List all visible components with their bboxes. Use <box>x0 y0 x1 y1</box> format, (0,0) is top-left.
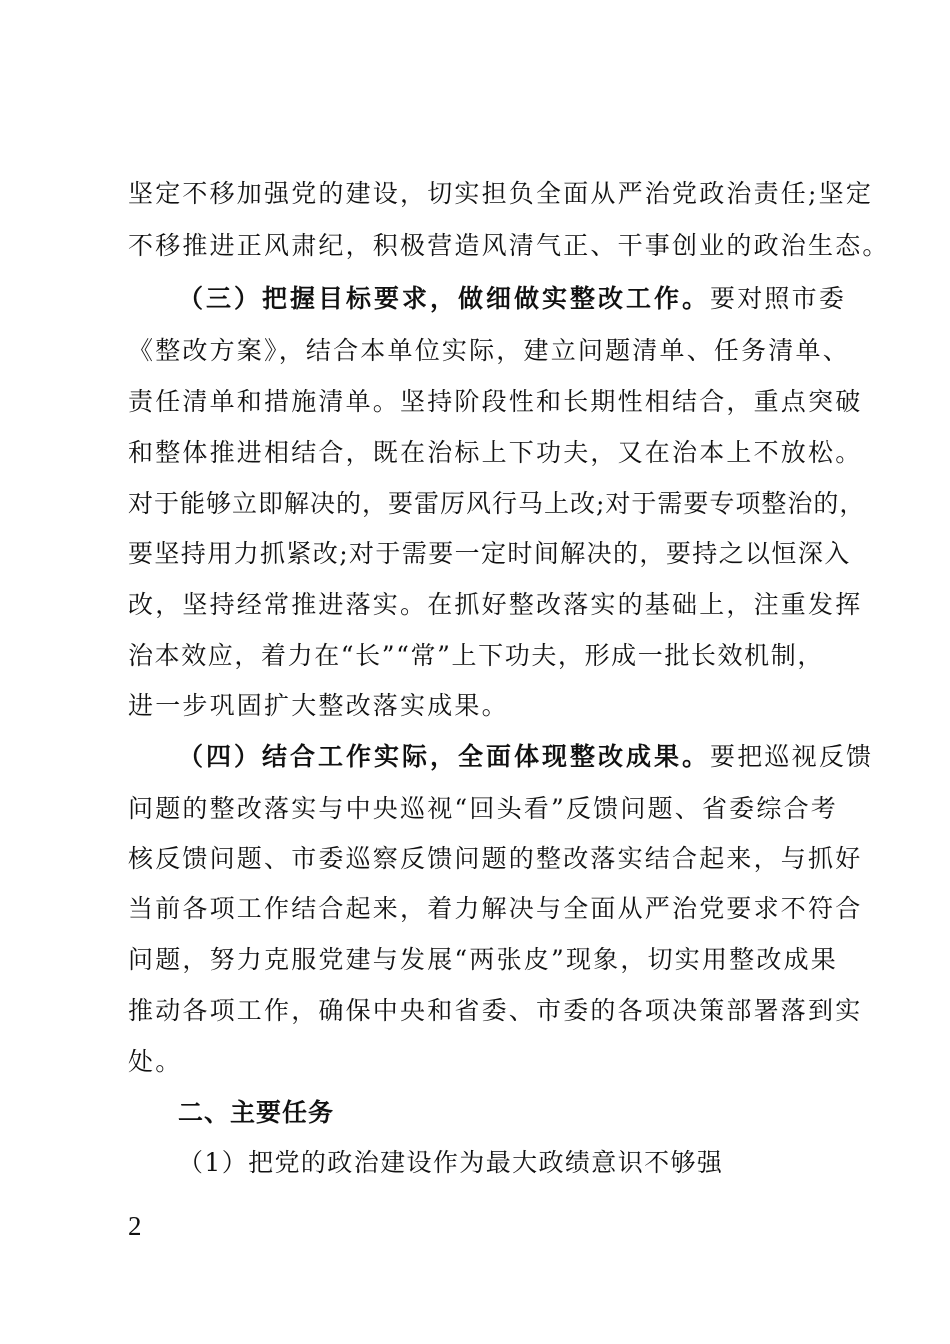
section-heading: 二、主要任务 <box>178 1098 335 1127</box>
page-number: 2 <box>128 1211 142 1241</box>
body-line: 和整体推进相结合，既在治标上下功夫，又在治本上不放松。 <box>128 438 863 467</box>
body-line: 处。 <box>128 1047 183 1076</box>
paragraph-4-first-line <box>178 741 898 773</box>
body-line: 当前各项工作结合起来，着力解决与全面从严治党要求不符合 <box>128 894 863 923</box>
paragraph-3-rest: 要对照市委 <box>710 284 847 313</box>
paragraph-3-bold-lead: （三）把握目标要求，做细做实整改工作。 <box>178 284 711 313</box>
body-line: 责任清单和措施清单。坚持阶段性和长期性相结合，重点突破 <box>128 387 863 416</box>
paragraph-4-bold-lead: （四）结合工作实际，全面体现整改成果。 <box>178 742 711 771</box>
body-line: 进一步巩固扩大整改落实成果。 <box>128 691 509 720</box>
paragraph-3-first-line <box>178 283 898 315</box>
body-line: 对于能够立即解决的，要雷厉风行马上改;对于需要专项整治的， <box>128 489 866 518</box>
body-line: 问题的整改落实与中央巡视“回头看”反馈问题、省委综合考 <box>128 794 838 823</box>
body-line: 改，坚持经常推进落实。在抓好整改落实的基础上，注重发挥 <box>128 590 863 619</box>
body-line: 推动各项工作，确保中央和省委、市委的各项决策部署落到实 <box>128 996 863 1025</box>
body-line: 核反馈问题、市委巡察反馈问题的整改落实结合起来，与抓好 <box>128 844 863 873</box>
body-line: 问题，努力克服党建与发展“两张皮”现象，切实用整改成果 <box>128 945 838 974</box>
paragraph-4-rest: 要把巡视反馈 <box>710 742 874 771</box>
body-line: 治本效应，着力在“长”“常”上下功夫，形成一批长效机制， <box>128 641 824 670</box>
body-line: 坚定不移加强党的建设，切实担负全面从严治党政治责任;坚定 <box>128 179 874 208</box>
body-line: 要坚持用力抓紧改;对于需要一定时间解决的，要持之以恒深入 <box>128 539 851 568</box>
list-item-1: （1）把党的政治建设作为最大政绩意识不够强 <box>178 1148 724 1177</box>
body-line: 不移推进正风肃纪，积极营造风清气正、干事创业的政治生态。 <box>128 231 890 260</box>
body-line: 《整改方案》，结合本单位实际，建立问题清单、任务清单、 <box>128 336 850 365</box>
